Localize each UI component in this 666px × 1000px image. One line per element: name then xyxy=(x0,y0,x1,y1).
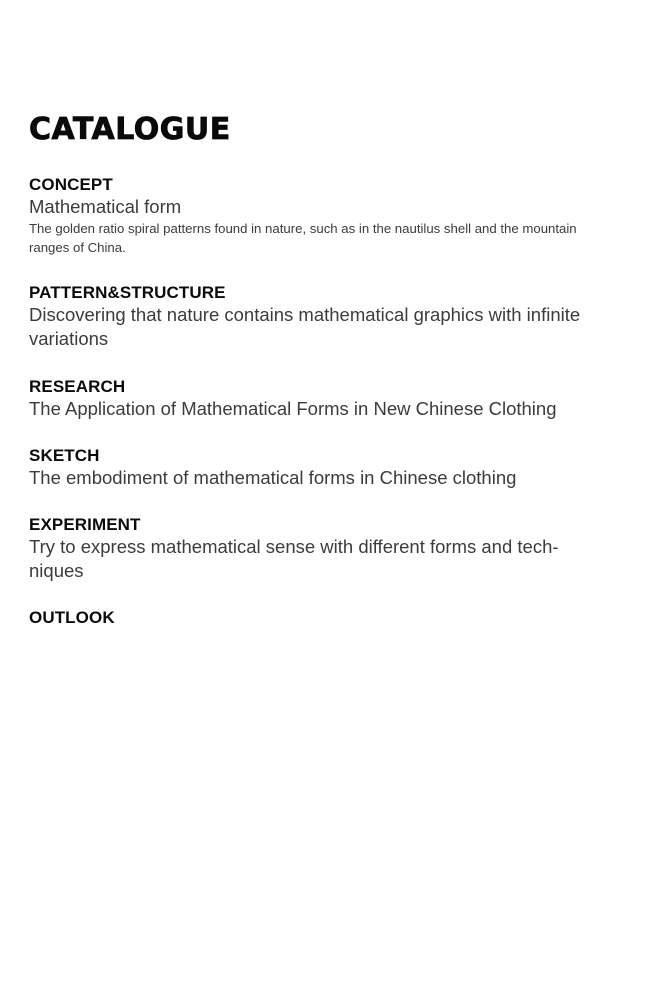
catalogue-page xyxy=(29,112,589,628)
section-subtitle: Mathematical form xyxy=(29,196,182,217)
section-subtitle: Try to express mathematical sense with different forms and tech-niques xyxy=(29,536,559,581)
section-heading: PATTERN&STRUCTURE xyxy=(29,283,226,302)
section-heading: RESEARCH xyxy=(29,377,126,396)
section-sketch xyxy=(29,446,589,490)
section-heading: OUTLOOK xyxy=(29,608,115,627)
section-description: The golden ratio spiral patterns found in nature, such as in the nautilus shell and the mountain ranges of China. xyxy=(29,221,577,255)
section-research xyxy=(29,377,589,421)
section-heading: CONCEPT xyxy=(29,175,113,194)
section-outlook xyxy=(29,608,589,628)
page-title: CATALOGUE xyxy=(29,112,231,147)
section-subtitle: The Application of Mathematical Forms in New Chinese Clothing xyxy=(29,398,557,419)
section-concept xyxy=(29,175,589,257)
section-subtitle: Discovering that nature contains mathematical graphics with infinite variations xyxy=(29,304,581,349)
section-pattern-structure xyxy=(29,283,589,351)
section-experiment xyxy=(29,515,589,583)
section-heading: EXPERIMENT xyxy=(29,515,141,534)
section-heading: SKETCH xyxy=(29,446,100,465)
section-subtitle: The embodiment of mathematical forms in Chinese clothing xyxy=(29,467,517,488)
